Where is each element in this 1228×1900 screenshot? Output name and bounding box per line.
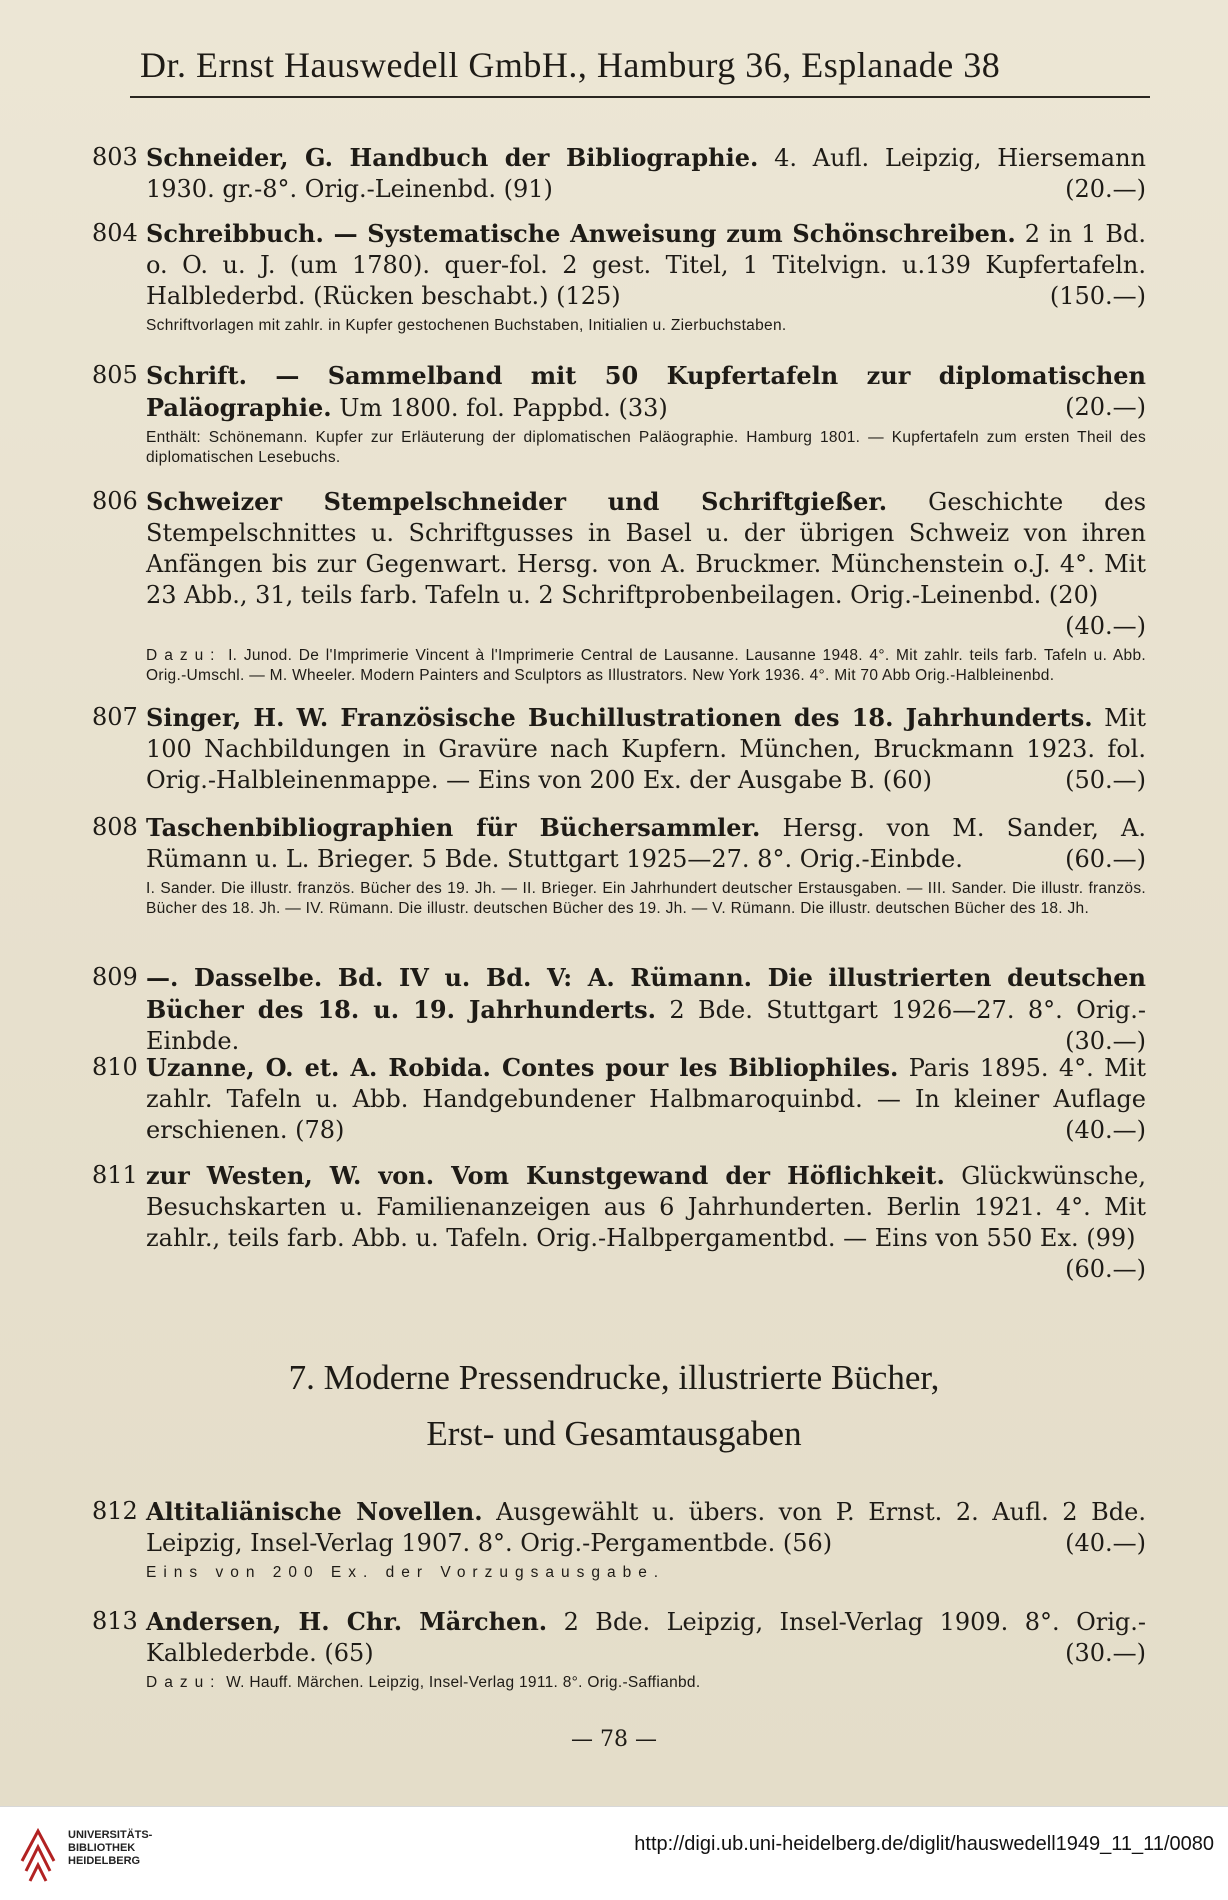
entry-description: Glückwünsche, Besuchskarten u. Familienanzeigen aus 6 Jahrhunderten. Berlin 1921. 4°. Mit zahlr., teils farb. Abb. u. Tafeln. Orig.-Halbpergamentbd. — Eins von 550 Ex. (99) [146,1162,1146,1252]
entry-number: 813 [92,1607,138,1635]
note-prefix: Dazu: [146,1674,222,1691]
entry-number: 810 [92,1053,138,1081]
entry-title: Uzanne, O. et. A. Robida. Contes pour les Bibliophiles. [146,1053,899,1082]
entry-title: Singer, H. W. Französische Buchillustrationen des 18. Jahrhunderts. [146,703,1093,732]
entry-title: —. Dasselbe. Bd. IV u. Bd. V: A. Rümann. Die illustrierten deutschen Bücher des 18. u. 19. Jahrhunderts. [146,963,1146,1024]
entry-price: (40.—) [1065,1529,1146,1557]
entry-number: 809 [92,963,138,991]
entry-price: (60.—) [1065,845,1146,873]
section-title-line-2: Erst- und Gesamtausgaben [426,1414,802,1453]
entry-description: Mit 100 Nachbildungen in Gravüre nach Kupfern. München, Bruckmann 1923. fol. Orig.-Halbleinenmappe. — Eins von 200 Ex. der Ausgabe B. (60) [146,704,1146,794]
entry-price: (150.—) [1049,282,1146,310]
entry-description: 4. Aufl. Leipzig, Hiersemann 1930. gr.-8°. Orig.-Leinenbd. (91) [146,144,1146,203]
entry-number: 808 [92,813,138,841]
catalog-entry-803 [92,142,1152,205]
catalog-entry-806 [92,486,1152,686]
entry-price: (60.—) [1065,1255,1146,1283]
entry-note: Eins von 200 Ex. der Vorzugsausgabe. [146,1564,666,1581]
entry-title: Schrift. — Sammelband mit 50 Kupfertafeln zur diplomatischen Paläographie. [146,361,1146,422]
logo-line: HEIDELBERG [68,1855,141,1867]
header-rule [130,96,1150,98]
note-prefix: Dazu: [146,647,222,664]
entry-description: Geschichte des Stempelschnittes u. Schriftgusses in Basel u. der übrigen Schweiz von ihren Anfängen bis zur Gegenwart. Hersg. von A. Bruckmer. Münchenstein o.J. 4°. Mit 23 Abb., 31, teils farb. Tafeln u. 2 Schriftprobenbeilagen. Orig.-Leinenbd. (20) [146,488,1147,609]
university-library-logo-icon [16,1821,60,1889]
entry-price: (30.—) [1065,1639,1146,1667]
entry-title: Schreibbuch. — Systematische Anweisung zum Schönschreiben. [146,219,1016,248]
note-text: I. Junod. De l'Imprimerie Vincent à l'Imprimerie Central de Lausanne. Lausanne 1948. 4°. Mit zahlr. teils farb. Tafeln u. Abb. Orig.-Umschl. — M. Wheeler. Modern Painters and Sculptors as Illustrators. New York 1936. 4°. Mit 70 Abb Orig.-Halbleinenbd. [146,647,1146,684]
entry-price: (40.—) [1065,1116,1146,1144]
entry-description: Um 1800. fol. Pappbd. (33) [339,394,668,422]
entry-price: (40.—) [1065,612,1146,640]
logo-text [68,1829,152,1868]
entry-number: 812 [92,1497,138,1525]
entry-price: (20.—) [1065,175,1146,203]
entry-description: 2 Bde. Leipzig, Insel-Verlag 1909. 8°. Orig.-Kalblederbde. (65) [146,1608,1147,1667]
catalog-entry-809 [92,962,1152,1057]
entry-price: (20.—) [1065,393,1146,421]
entry-note: Enthält: Schönemann. Kupfer zur Erläuterung der diplomatischen Paläographie. Hamburg 1801. — Kupfertafeln zum ersten Theil des diplomatischen Lesebuchs. [146,429,1146,466]
entry-title: Altitaliänische Novellen. [146,1497,483,1526]
catalog-entry-811 [92,1160,1152,1285]
entry-title: Andersen, H. Chr. Märchen. [146,1607,548,1636]
entry-title: Schweizer Stempelschneider und Schriftgießer. [146,487,888,516]
source-url-link[interactable]: http://digi.ub.uni-heidelberg.de/diglit/hauswedell1949_11_11/0080 [634,1833,1214,1855]
logo-line: UNIVERSITÄTS- [68,1829,153,1841]
entry-note: Schriftvorlagen mit zahlr. in Kupfer gestochenen Buchstaben, Initialien u. Zierbuchstaben. [146,317,787,334]
section-title-line-1: 7. Moderne Pressendrucke, illustrierte Bücher, [288,1358,940,1397]
entry-note [146,1673,1146,1693]
entry-number: 804 [92,219,138,247]
entry-note [146,646,1146,686]
catalog-entry-805 [92,360,1152,468]
entry-number: 811 [92,1161,138,1189]
note-text: W. Hauff. Märchen. Leipzig, Insel-Verlag 1911. 8°. Orig.-Saffianbd. [226,1674,701,1691]
page-number: — 78 — [571,1727,657,1752]
entry-description: Hersg. von M. Sander, A. Rümann u. L. Brieger. 5 Bde. Stuttgart 1925—27. 8°. Orig.-Einbde. [146,814,1147,873]
catalog-entry-804 [92,218,1152,336]
entry-number: 805 [92,361,138,389]
entry-title: Taschenbibliographien für Büchersammler. [146,813,761,842]
page-header: Dr. Ernst Hauswedell GmbH., Hamburg 36, Esplanade 38 [140,45,1001,85]
entry-number: 803 [92,143,138,171]
catalog-entry-810 [92,1052,1152,1146]
entry-number: 806 [92,487,138,515]
entry-title: Schneider, G. Handbuch der Bibliographie. [146,143,759,172]
entry-note: I. Sander. Die illustr. französ. Bücher des 19. Jh. — II. Brieger. Ein Jahrhundert deutscher Erstausgaben. — III. Sander. Die illustr. französ. Bücher des 18. Jh. — IV. Rümann. Die illustr. deutschen Bücher des 19. Jh. — V. Rümann. Die illustr. deutschen Bücher des 18. Jh. [146,880,1146,917]
entry-description: Paris 1895. 4°. Mit zahlr. Tafeln u. Abb. Handgebundener Halbmaroquinbd. — In kleiner Auflage erschienen. (78) [146,1054,1147,1144]
catalog-entry-812 [92,1496,1152,1583]
entry-price: (30.—) [1065,1027,1146,1055]
footer-bar [0,1806,1228,1900]
entry-description: 2 in 1 Bd. o. O. u. J. (um 1780). quer-fol. 2 gest. Titel, 1 Titelvign. u.139 Kupfertafeln. Halblederbd. (Rücken beschabt.) (125) [146,220,1146,310]
entry-description: 2 Bde. Stuttgart 1926—27. 8°. Orig.-Einbde. [146,996,1147,1055]
catalog-entry-807 [92,702,1152,796]
entry-number: 807 [92,703,138,731]
entry-description: Ausgewählt u. übers. von P. Ernst. 2. Aufl. 2 Bde. Leipzig, Insel-Verlag 1907. 8°. Orig.-Pergamentbde. (56) [146,1498,1146,1557]
logo-line: BIBLIOTHEK [68,1842,136,1854]
entry-title: zur Westen, W. von. Vom Kunstgewand der Höflichkeit. [146,1161,945,1190]
catalog-entry-808 [92,812,1152,919]
catalog-entry-813 [92,1606,1152,1693]
entry-price: (50.—) [1065,766,1146,794]
